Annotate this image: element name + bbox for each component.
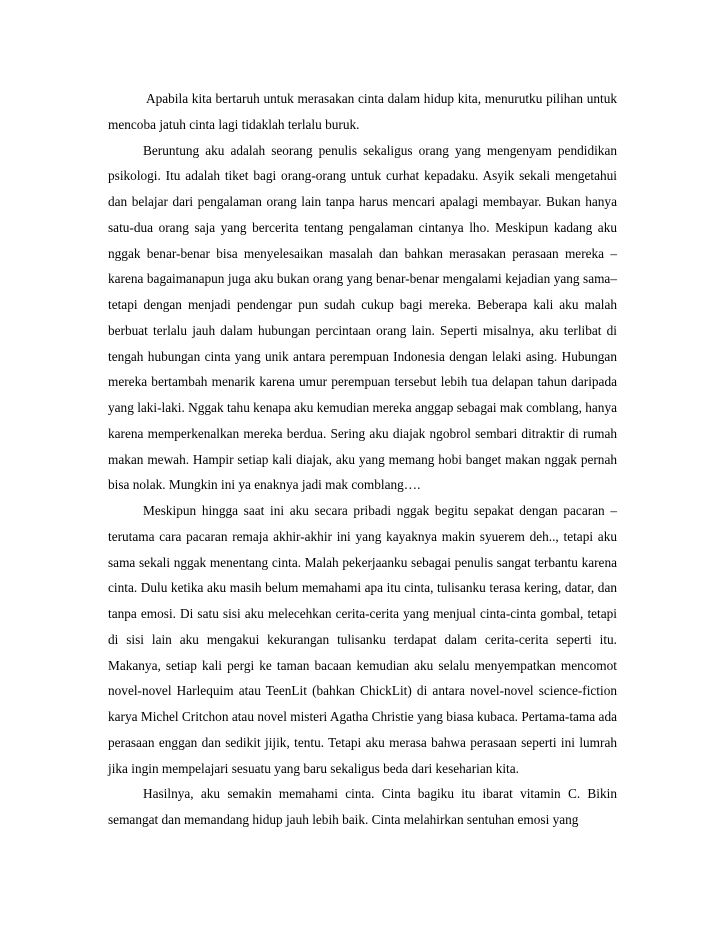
document-body <box>108 86 617 833</box>
paragraph: Beruntung aku adalah seorang penulis sekaligus orang yang mengenyam pendidikan psikologi. Itu adalah tiket bagi orang-orang untuk curhat kepadaku. Asyik sekali mengetahui dan belajar dari pengalaman orang lain tanpa harus mencari apalagi membayar. Bukan hanya satu-dua orang saja yang bercerita tentang pengalaman cintanya lho. Meskipun kadang aku nggak benar-benar bisa menyelesaikan masalah dan bahkan merasakan perasaan mereka –karena bagaimanapun juga aku bukan orang yang benar-benar mengalami kejadian yang sama– tetapi dengan menjadi pendengar pun sudah cukup bagi mereka. Beberapa kali aku malah berbuat terlalu jauh dalam hubungan percintaan orang lain. Seperti misalnya, aku terlibat di tengah hubungan cinta yang unik antara perempuan Indonesia dengan lelaki asing. Hubungan mereka bertambah menarik karena umur perempuan tersebut lebih tua delapan tahun daripada yang laki-laki. Nggak tahu kenapa aku kemudian mereka anggap sebagai mak comblang, hanya karena memperkenalkan mereka berdua. Sering aku diajak ngobrol sembari ditraktir di rumah makan mewah. Hampir setiap kali diajak, aku yang memang hobi banget makan nggak pernah bisa nolak. Mungkin ini ya enaknya jadi mak comblang…. <box>108 142 617 493</box>
paragraph: Meskipun hingga saat ini aku secara pribadi nggak begitu sepakat dengan pacaran –terutama cara pacaran remaja akhir-akhir ini yang kayaknya makin syuerem deh.., tetapi aku sama sekali nggak menentang cinta. Malah pekerjaanku sebagai penulis sangat terbantu karena cinta. Dulu ketika aku masih belum memahami apa itu cinta, tulisanku terasa kering, datar, dan tanpa emosi. Di satu sisi aku melecehkan cerita-cerita yang menjual cinta-cinta gombal, tetapi di sisi lain aku mengakui kekurangan tulisanku terdapat dalam cerita-cerita seperti itu. Makanya, setiap kali pergi ke taman bacaan kemudian aku selalu menyempatkan mencomot novel-novel Harlequim atau TeenLit (bahkan ChickLit) di antara novel-novel science-fiction karya Michel Critchon atau novel misteri Agatha Christie yang biasa kubaca. Pertama-tama ada perasaan enggan dan sedikit jijik, tentu. Tetapi aku merasa bahwa perasaan seperti ini lumrah jika ingin mempelajari sesuatu yang baru sekaligus beda dari keseharian kita. <box>108 503 617 776</box>
paragraph: Apabila kita bertaruh untuk merasakan cinta dalam hidup kita, menurutku pilihan untuk mencoba jatuh cinta lagi tidaklah terlalu buruk. <box>108 91 617 132</box>
paragraph: Hasilnya, aku semakin memahami cinta. Cinta bagiku itu ibarat vitamin C. Bikin semangat dan memandang hidup jauh lebih baik. Cinta melahirkan sentuhan emosi yang <box>108 786 617 827</box>
